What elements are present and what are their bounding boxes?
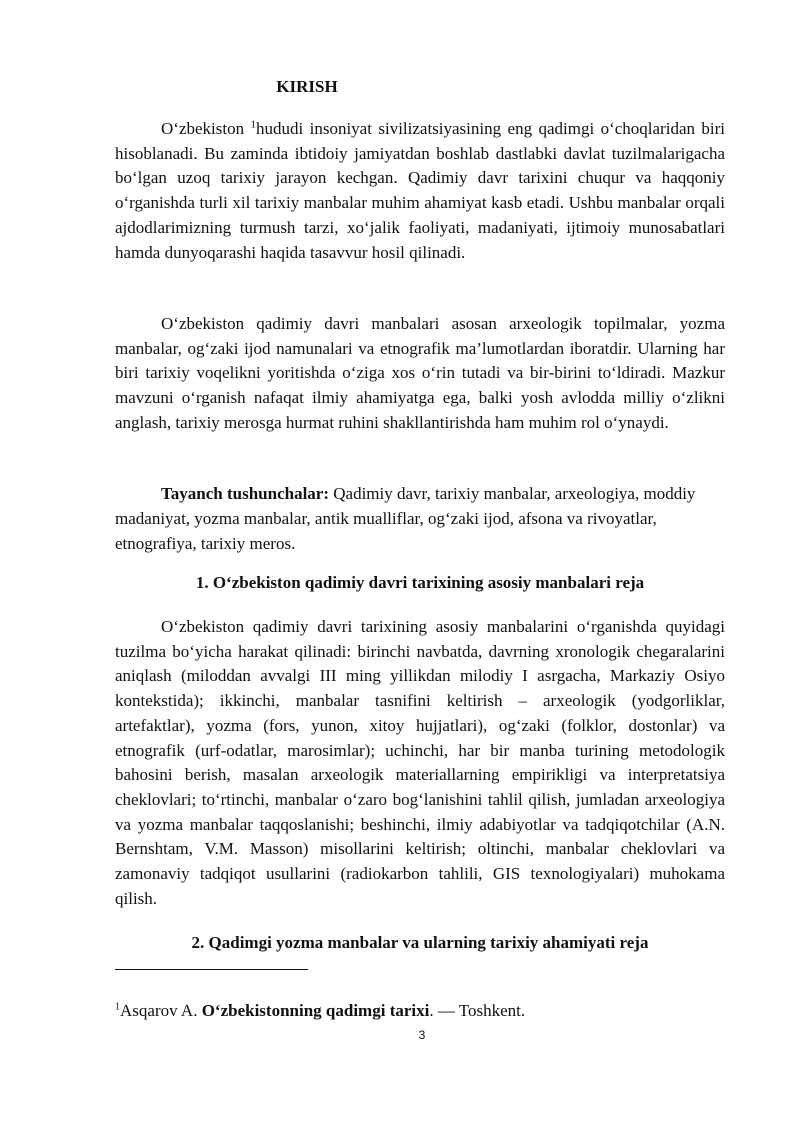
footnote-book-title: O‘zbekistonning qadimgi tarixi [201, 1001, 430, 1020]
footnote-rest: . — Toshkent. [429, 1001, 526, 1020]
footnote-marker: 1 [115, 1001, 120, 1013]
section-1-heading: 1. O‘zbekiston qadimiy davri tarixining asosiy manbalari reja [195, 573, 645, 592]
keywords-paragraph [115, 481, 725, 556]
footnote-author: Asqarov A. [120, 1001, 202, 1020]
intro-paragraph-1 [115, 117, 725, 265]
footnote-separator [115, 969, 308, 970]
intro-paragraph-2: O‘zbekiston qadimiy davri manbalari asosan arxeologik topilmalar, yozma manbalar, og‘zaki ijod namunalari va etnografik ma’lumotlardan iboratdir. Ularning har biri tarixiy voqelikni yoritishda o‘ziga xos o‘rin tutadi va bir-birini to‘ldiradi. Mazkur mavzuni o‘rganish nafaqat ilmiy ahamiyatga ega, balki yosh avlodda milliy o‘zlikni anglash, tarixiy merosga hurmat ruhini shakllantirishda ham muhim rol o‘ynaydi. [115, 314, 725, 432]
keywords-label: Tayanch tushunchalar: [161, 484, 330, 503]
page-title: KIRISH [276, 77, 338, 96]
footnote-reference[interactable]: 1 [250, 118, 256, 131]
page-number: 3 [418, 1028, 426, 1042]
section-2-heading: 2. Qadimgi yozma manbalar va ularning tarixiy ahamiyati reja [191, 933, 649, 952]
intro-p1-start: O‘zbekiston [161, 119, 251, 138]
footnote [115, 1001, 525, 1021]
keywords-text: Qadimiy davr, tarixiy manbalar, arxeologiya, moddiy madaniyat, yozma manbalar, antik mualliflar, og‘zaki ijod, afsona va rivoyatlar, etnografiya, tarixiy meros. [115, 484, 696, 553]
intro-p1-rest: hududi insoniyat sivilizatsiyasining eng qadimgi o‘choqlaridan biri hisoblanadi. Bu zaminda ibtidoiy jamiyatdan boshlab dastlabki davlat tuzilmalarigacha bo‘lgan uzoq tarixiy jarayon kechgan. Qadimiy davr tarixini chuqur va haqqoniy o‘rganishda turli xil tarixiy manbalar muhim ahamiyat kasb etadi. Ushbu manbalar orqali ajdodlarimizning turmush tarzi, xo‘jalik faoliyati, madaniyati, ijtimoiy munosabatlari hamda dunyoqarashi haqida tasavvur hosil qilinadi. [115, 119, 725, 262]
section-1-body: O‘zbekiston qadimiy davri tarixining asosiy manbalarini o‘rganishda quyidagi tuzilma bo‘yicha harakat qilinadi: birinchi navbatda, davrning xronologik chegaralarini aniqlash (miloddan avvalgi III ming yillikdan milodiy I asrgacha, Markaziy Osiyo kontekstida); ikkinchi, manbalar tasnifini keltirish – arxeologik (yodgorliklar, artefaktlar), yozma (fors, yunon, xitoy hujjatlari), og‘zaki (folklor, dostonlar) va etnografik (urf-odatlar, marosimlar); uchinchi, har bir manba turining metodologik bahosini berish, masalan arxeologik materiallarning empirikligi va interpretatsiya cheklovlari; to‘rtinchi, manbalar o‘zaro bog‘lanishini tahlil qilish, jumladan arxeologiya va yozma manbalar taqqoslanishi; beshinchi, ilmiy adabiyotlar va tadqiqotchilar (A.N. Bernshtam, V.M. Masson) misollarini keltirish; oltinchi, manbalar cheklovlari va zamonaviy tadqiqot usullarini (radiokarbon tahlili, GIS texnologiyalari) muhokama qilish. [115, 617, 725, 908]
